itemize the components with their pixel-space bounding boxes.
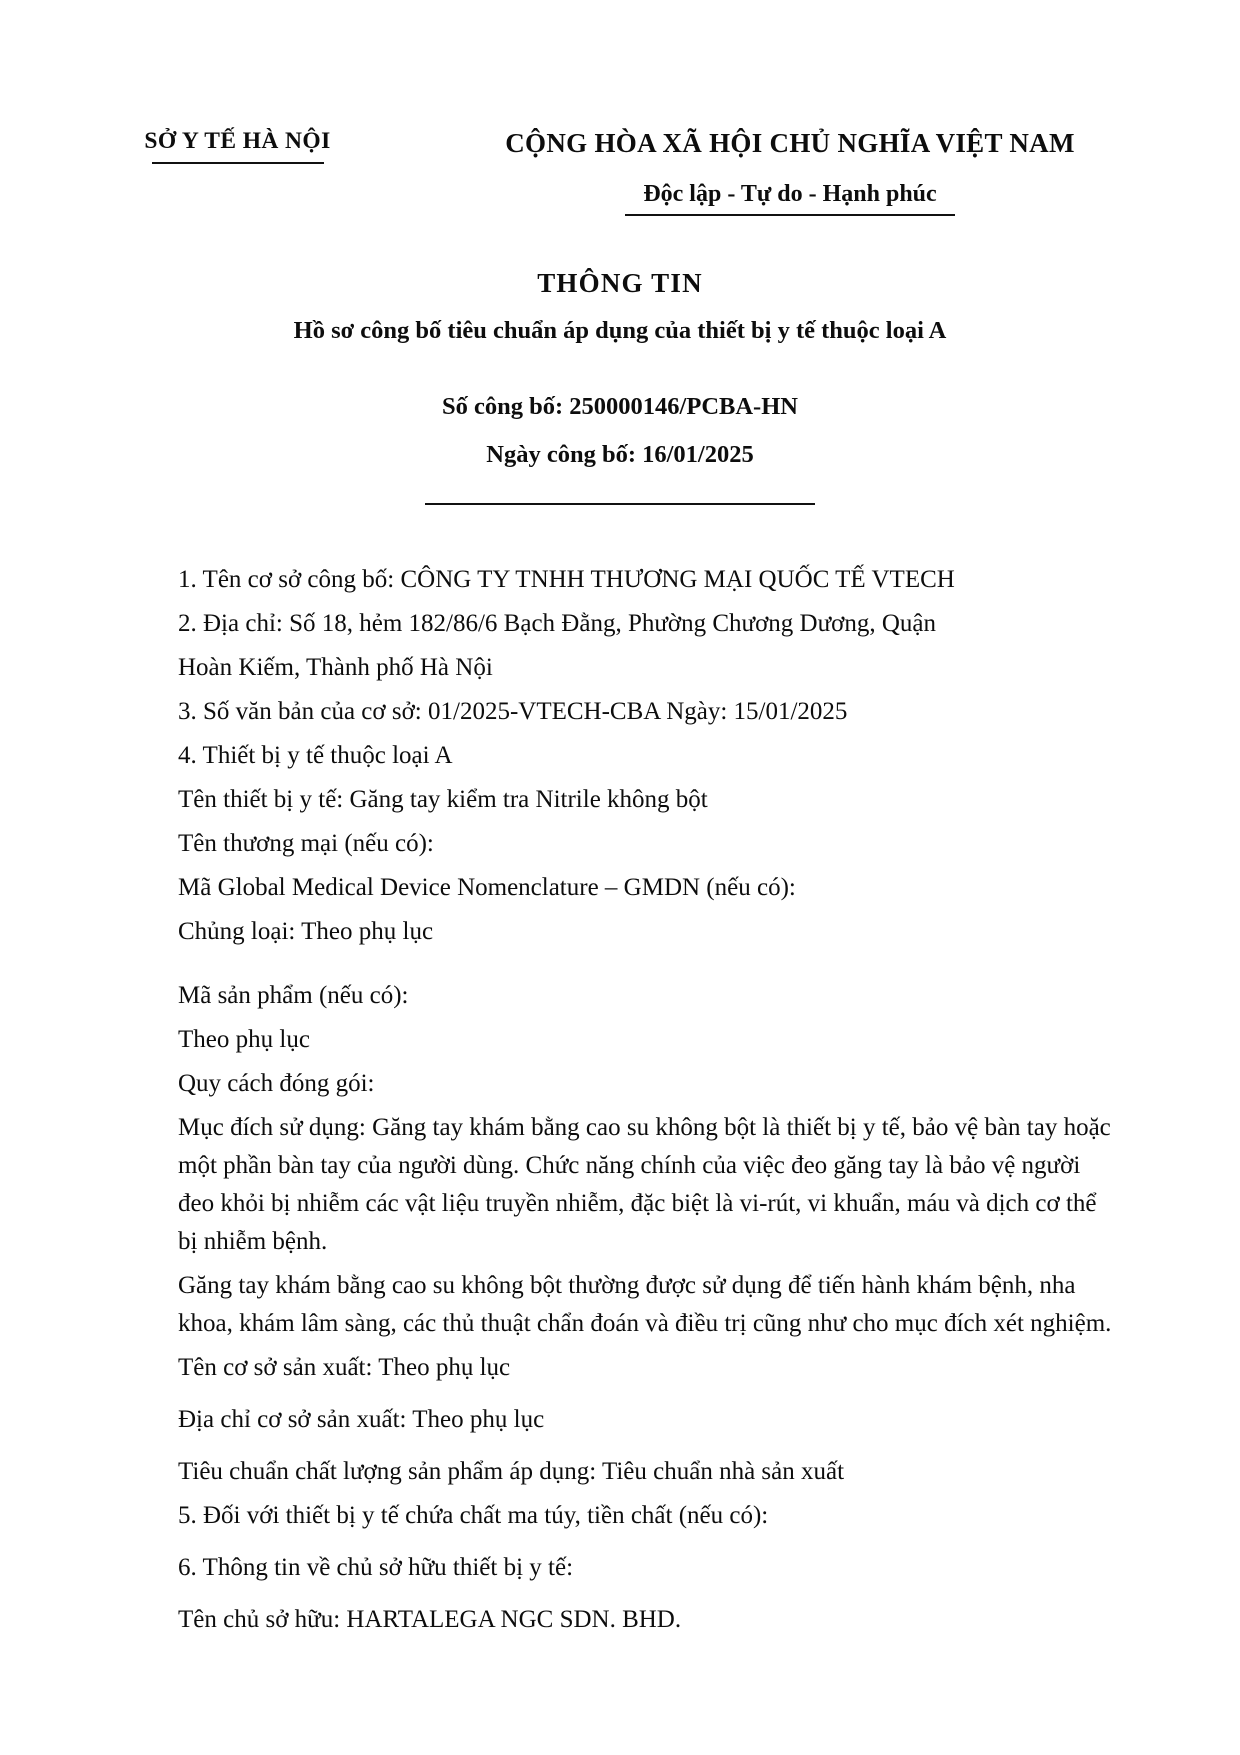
field-quality-standard: Tiêu chuẩn chất lượng sản phẩm áp dụng: Tiêu chuẩn nhà sản xuất xyxy=(178,1458,845,1485)
field-trade-name: Tên thương mại (nếu có): xyxy=(178,830,434,857)
issuing-organization: SỞ Y TẾ HÀ NỘI xyxy=(144,128,331,154)
document-subtitle: Hồ sơ công bố tiêu chuẩn áp dụng của thiết bị y tế thuộc loại A xyxy=(293,317,947,344)
field-address-line1: 2. Địa chỉ: Số 18, hẻm 182/86/6 Bạch Đằng, Phường Chương Dương, Quận xyxy=(178,610,937,637)
field-owner-info-heading: 6. Thông tin về chủ sở hữu thiết bị y tế: xyxy=(178,1554,574,1581)
declaration-date: Ngày công bố: 16/01/2025 xyxy=(486,441,754,468)
field-narcotic-substances: 5. Đối với thiết bị y tế chứa chất ma túy, tiền chất (nếu có): xyxy=(178,1502,769,1529)
document-header xyxy=(0,0,1240,216)
field-packaging: Quy cách đóng gói: xyxy=(178,1070,375,1097)
field-intended-use-paragraph-1: Mục đích sử dụng: Găng tay khám bằng cao su không bột là thiết bị y tế, bảo vệ bàn tay hoặc một phần bàn tay của người dùng. Chức năng chính của việc đeo găng tay là bảo vệ người đeo khỏi bị nhiễm các vật liệu truyền nhiễm, đặc biệt là vi-rút, vi khuẩn, máu và dịch cơ thể bị nhiễm bệnh. xyxy=(178,1114,1111,1255)
field-product-code: Mã sản phẩm (nếu có): xyxy=(178,982,409,1009)
field-category: Chủng loại: Theo phụ lục xyxy=(178,918,434,945)
organization-underline xyxy=(152,162,324,164)
field-product-code-value: Theo phụ lục xyxy=(178,1026,310,1053)
document-body xyxy=(0,561,1240,1639)
field-device-name: Tên thiết bị y tế: Găng tay kiểm tra Nitrile không bột xyxy=(178,786,708,813)
motto-underline xyxy=(625,214,955,216)
title-block xyxy=(0,268,1240,505)
header-left-block xyxy=(0,128,420,164)
field-owner-name: Tên chủ sở hữu: HARTALEGA NGC SDN. BHD. xyxy=(178,1606,682,1633)
field-device-class: 4. Thiết bị y tế thuộc loại A xyxy=(178,742,453,769)
title-divider xyxy=(425,503,815,505)
national-motto: Độc lập - Tự do - Hạnh phúc xyxy=(643,181,937,207)
field-intended-use-paragraph-2: Găng tay khám bằng cao su không bột thường được sử dụng để tiến hành khám bệnh, nha khoa, khám lâm sàng, các thủ thuật chẩn đoán và điều trị cũng như cho mục đích xét nghiệm. xyxy=(178,1272,1112,1337)
field-declaring-entity: 1. Tên cơ sở công bố: CÔNG TY TNHH THƯƠNG MẠI QUỐC TẾ VTECH xyxy=(178,566,955,593)
body-spacer-1 xyxy=(178,957,1122,977)
national-title: CỘNG HÒA XÃ HỘI CHỦ NGHĨA VIỆT NAM xyxy=(505,128,1075,158)
document-title: THÔNG TIN xyxy=(537,268,703,298)
field-manufacturer-name: Tên cơ sở sản xuất: Theo phụ lục xyxy=(178,1354,511,1381)
field-document-number: 3. Số văn bản của cơ sở: 01/2025-VTECH-CBA Ngày: 15/01/2025 xyxy=(178,698,848,725)
field-address-line2: Hoàn Kiếm, Thành phố Hà Nội xyxy=(178,654,493,681)
field-gmdn-code: Mã Global Medical Device Nomenclature – GMDN (nếu có): xyxy=(178,874,796,901)
header-right-block xyxy=(420,128,1240,216)
declaration-number: Số công bố: 250000146/PCBA-HN xyxy=(442,393,798,420)
field-manufacturer-address: Địa chỉ cơ sở sản xuất: Theo phụ lục xyxy=(178,1406,545,1433)
